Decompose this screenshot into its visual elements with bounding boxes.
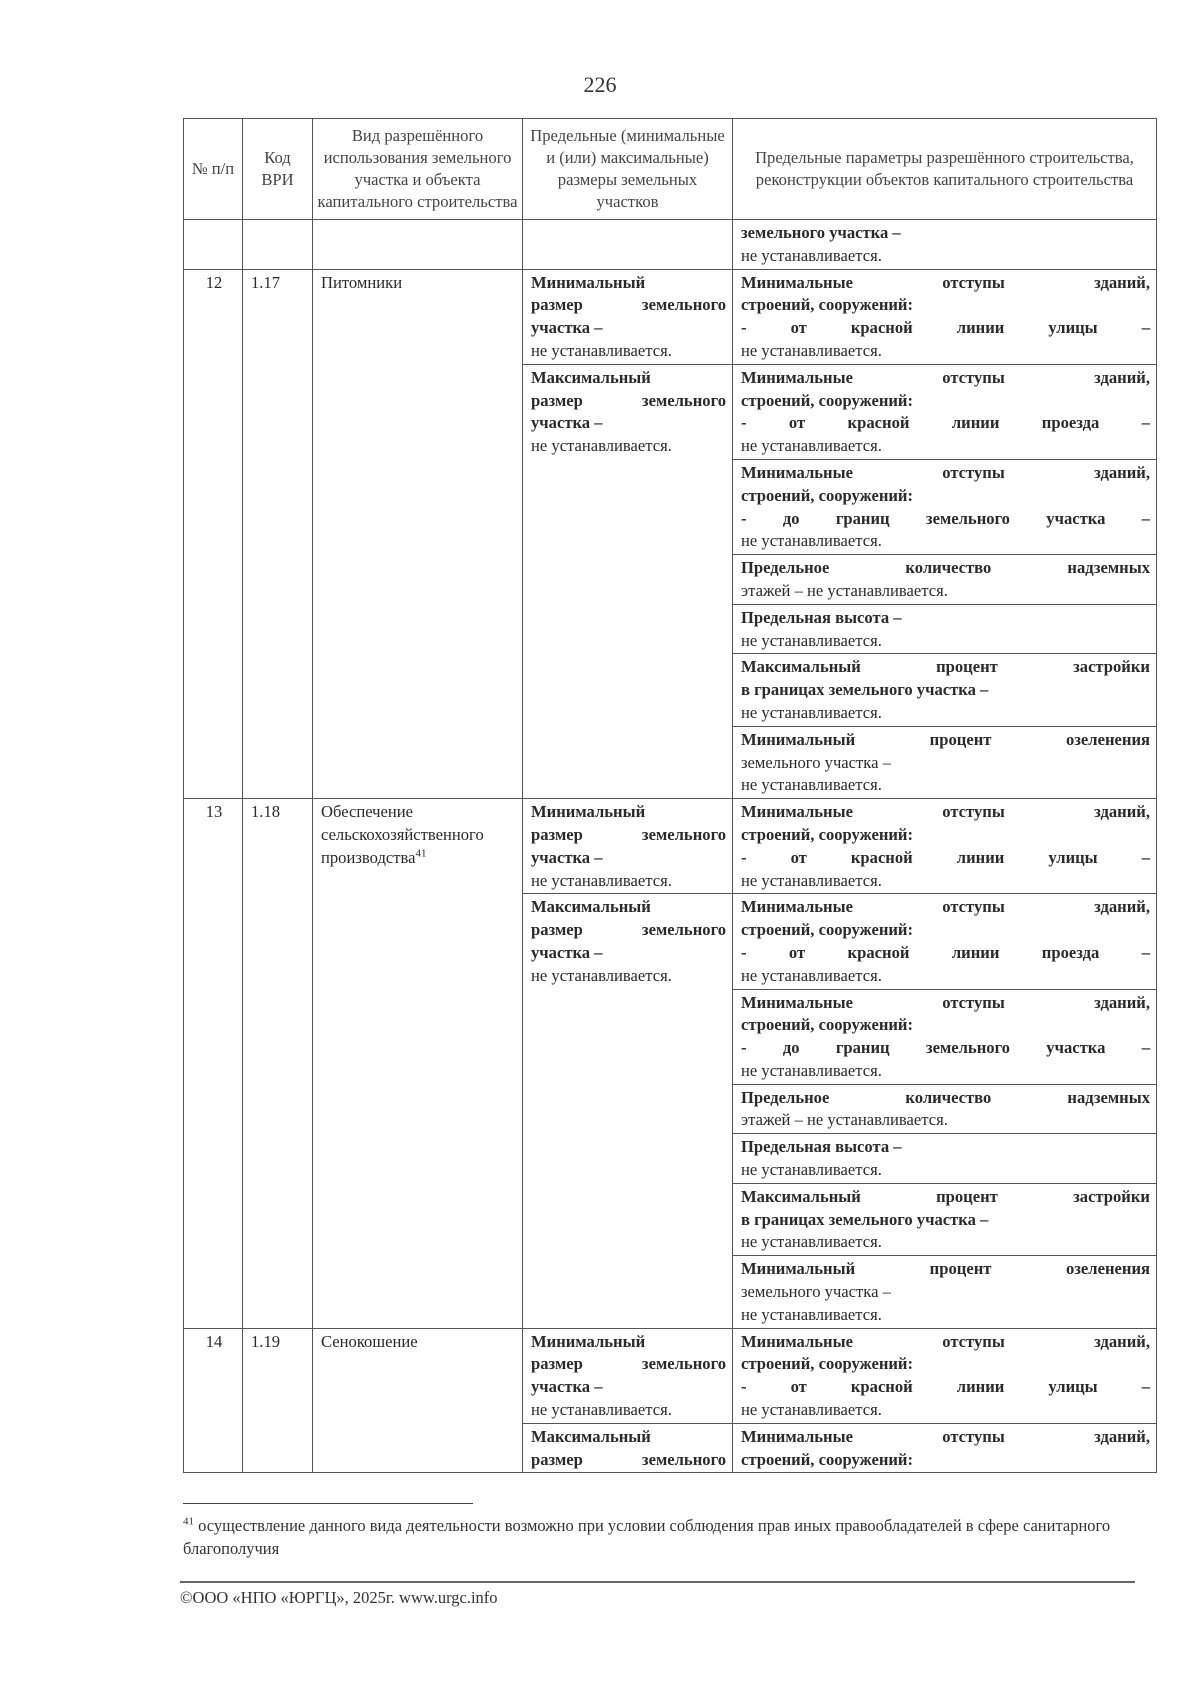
- row-num: 14: [184, 1328, 243, 1473]
- param-cell: Предельное количество надземных этажей – не устанавливается.: [733, 555, 1157, 605]
- table-row-carryover: [184, 220, 1157, 270]
- footer-copyright: ©ООО «НПО «ЮРГЦ», 2025г. www.urgc.info: [180, 1588, 498, 1607]
- row-code: 1.18: [243, 799, 313, 1329]
- row-num: 13: [184, 799, 243, 1329]
- param-cell: Минимальные отступы зданий, строений, сооружений: - до границ земельного участка – не устанавливается.: [733, 459, 1157, 554]
- footnote-text: осуществление данного вида деятельности возможно при условии соблюдения прав иных правообладателей в сфере санитарного благополучия: [183, 1516, 1111, 1558]
- footnote-divider: [183, 1503, 473, 1504]
- param-cell: Предельная высота – не устанавливается.: [733, 604, 1157, 654]
- regulations-table: [183, 118, 1157, 1473]
- row-code: 1.19: [243, 1328, 313, 1473]
- param-cell: Минимальные отступы зданий, строений, сооружений: - от красной линии улицы – не устанавливается.: [733, 1328, 1157, 1423]
- row-kind: Сенокошение: [313, 1328, 523, 1473]
- header-params: Предельные параметры разрешённого строительства, реконструкции объектов капитального строительства: [733, 119, 1157, 220]
- param-cell: Максимальный процент застройки в границах земельного участка – не устанавливается.: [733, 654, 1157, 726]
- min-size-cell: Минимальный размер земельного участка – не устанавливается.: [523, 269, 733, 364]
- header-sizes: Предельные (минимальные и (или) максимальные) размеры земельных участков: [523, 119, 733, 220]
- param-cell: Минимальные отступы зданий, строений, сооружений: - от красной линии улицы – не устанавливается.: [733, 269, 1157, 364]
- max-size-cell: Максимальный размер земельного: [523, 1423, 733, 1473]
- min-size-cell: Минимальный размер земельного участка – не устанавливается.: [523, 1328, 733, 1423]
- param-cell: Минимальные отступы зданий, строений, сооружений: - от красной линии проезда – не устанавливается.: [733, 364, 1157, 459]
- page-number: 226: [583, 72, 617, 97]
- table-header-row: [184, 119, 1157, 220]
- table-row-13: [184, 799, 1157, 894]
- row-code: 1.17: [243, 269, 313, 799]
- header-num: № п/п: [184, 119, 243, 220]
- row-kind: Обеспечение сельскохозяйственного производства$^{41}$: [313, 799, 523, 1329]
- param-cell: Предельная высота – не устанавливается.: [733, 1134, 1157, 1184]
- param-cell: Минимальный процент озеленения земельного участка – не устанавливается.: [733, 726, 1157, 798]
- table-row-14: [184, 1328, 1157, 1423]
- min-size-cell: Минимальный размер земельного участка – не устанавливается.: [523, 799, 733, 894]
- header-code: Код ВРИ: [243, 119, 313, 220]
- param-cell: Предельное количество надземных этажей – не устанавливается.: [733, 1084, 1157, 1134]
- param-cell: Минимальные отступы зданий, строений, сооружений: - от красной линии проезда – не устанавливается.: [733, 894, 1157, 989]
- footnote-marker: 41: [415, 847, 427, 860]
- table-row-12: [184, 269, 1157, 364]
- param-cell: Минимальные отступы зданий, строений, сооружений:: [733, 1423, 1157, 1473]
- max-size-cell: Максимальный размер земельного участка – не устанавливается.: [523, 364, 733, 798]
- param-cell: Минимальные отступы зданий, строений, сооружений: - от красной линии улицы – не устанавливается.: [733, 799, 1157, 894]
- max-size-cell: Максимальный размер земельного участка – не устанавливается.: [523, 894, 733, 1328]
- carryover-cell: земельного участка – не устанавливается.: [733, 220, 1157, 270]
- footer-divider: [180, 1581, 1135, 1583]
- footnote-number: 41: [183, 1515, 194, 1528]
- param-cell: Минимальный процент озеленения земельного участка – не устанавливается.: [733, 1256, 1157, 1328]
- param-cell: Минимальные отступы зданий, строений, сооружений: - до границ земельного участка – не устанавливается.: [733, 989, 1157, 1084]
- header-kind: Вид разрешённого использования земельного участка и объекта капитального строительства: [313, 119, 523, 220]
- footnote: [183, 1514, 1123, 1560]
- row-num: 12: [184, 269, 243, 799]
- row-kind: Питомники: [313, 269, 523, 799]
- param-cell: Максимальный процент застройки в границах земельного участка – не устанавливается.: [733, 1183, 1157, 1255]
